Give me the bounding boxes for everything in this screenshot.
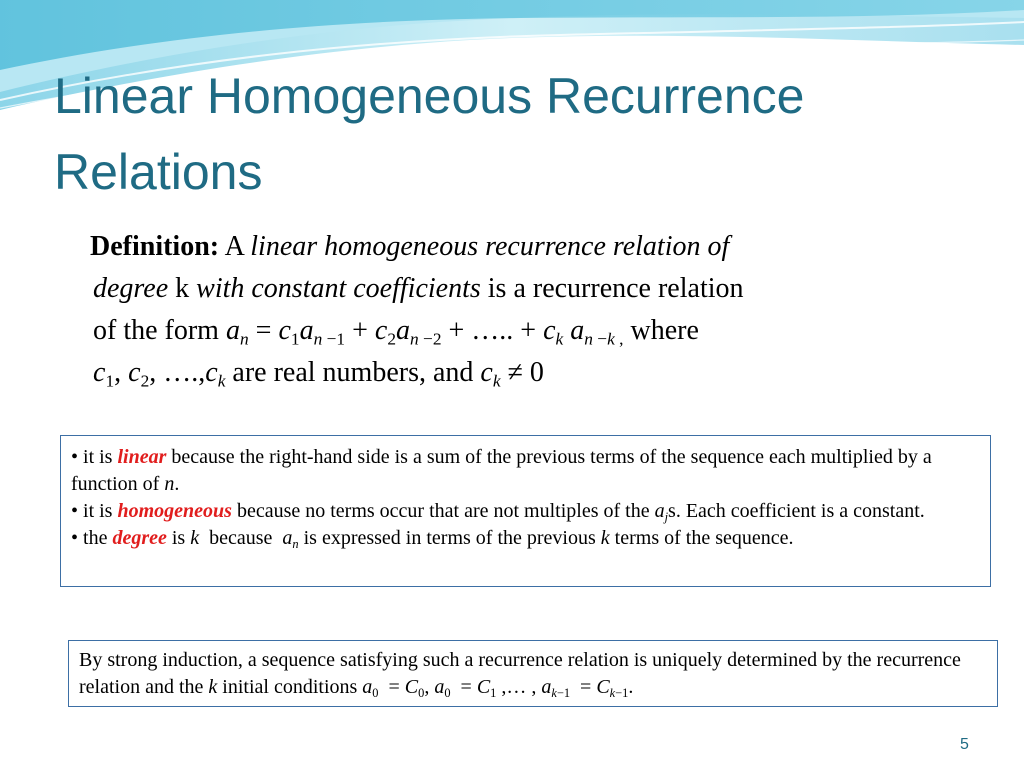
definition-label: Definition:: [90, 231, 220, 262]
definition-coefficients-line: $c_1$, $c_2$, $\dots.,c_k$ are real numbers, and $c_k \ne 0$: [93, 357, 544, 391]
bullet-degree: • the degree is k because $a_n$ is expressed in terms of the previous k terms of the sequence.: [71, 527, 794, 551]
bullet-linear: • it is linear because the right-hand side is a sum of the previous terms of the sequence each multiplied by a function of n.: [71, 446, 932, 495]
definition-line-1: Definition: A linear homogeneous recurrence relation of: [90, 231, 730, 262]
recurrence-formula: $a_n = c_1a_{n -1} + c_2a_{n -2}$ + ….. + $c_k$ $a_{n -k ,}$: [225, 315, 624, 349]
initial-conditions-formula: $a_0 = C_0$, $a_0 = C_1$ ,… , $a_{k-1} = C_{k-1}$.: [362, 676, 634, 700]
nonzero-condition: $c_k \ne 0$: [480, 357, 544, 391]
bullet-homogeneous: • it is homogeneous because no terms occur that are not multiples of the $a_js$. Each coefficient is a constant.: [71, 500, 925, 524]
definition-term: linear homogeneous recurrence relation of: [250, 231, 730, 262]
keyword-linear: linear: [117, 446, 167, 468]
induction-note-box: By strong induction, a sequence satisfying such a recurrence relation is uniquely determined by the recurrence relation and the k initial conditions $a_0 = C_0$, $a_0 = C_1$ ,… , $a_{k-1} = C_{k-1}$.: [68, 640, 998, 707]
keyword-homogeneous: homogeneous: [117, 500, 232, 522]
definition-block: [90, 226, 960, 394]
definition-formula-line: of the form $a_n = c_1a_{n -1} + c_2a_{n -2}$ + ….. + $c_k$ $a_{n -k ,}$ where: [93, 315, 699, 349]
coefficient-list: $c_1$, $c_2$, $\dots.,c_k$: [93, 357, 226, 391]
properties-box: [60, 435, 991, 587]
slide-title: Linear Homogeneous Recurrence Relations: [54, 68, 805, 200]
page-number: 5: [960, 736, 969, 753]
definition-line-2: degree k with constant coefficients is a recurrence relation: [93, 273, 744, 304]
keyword-degree: degree: [112, 527, 167, 549]
